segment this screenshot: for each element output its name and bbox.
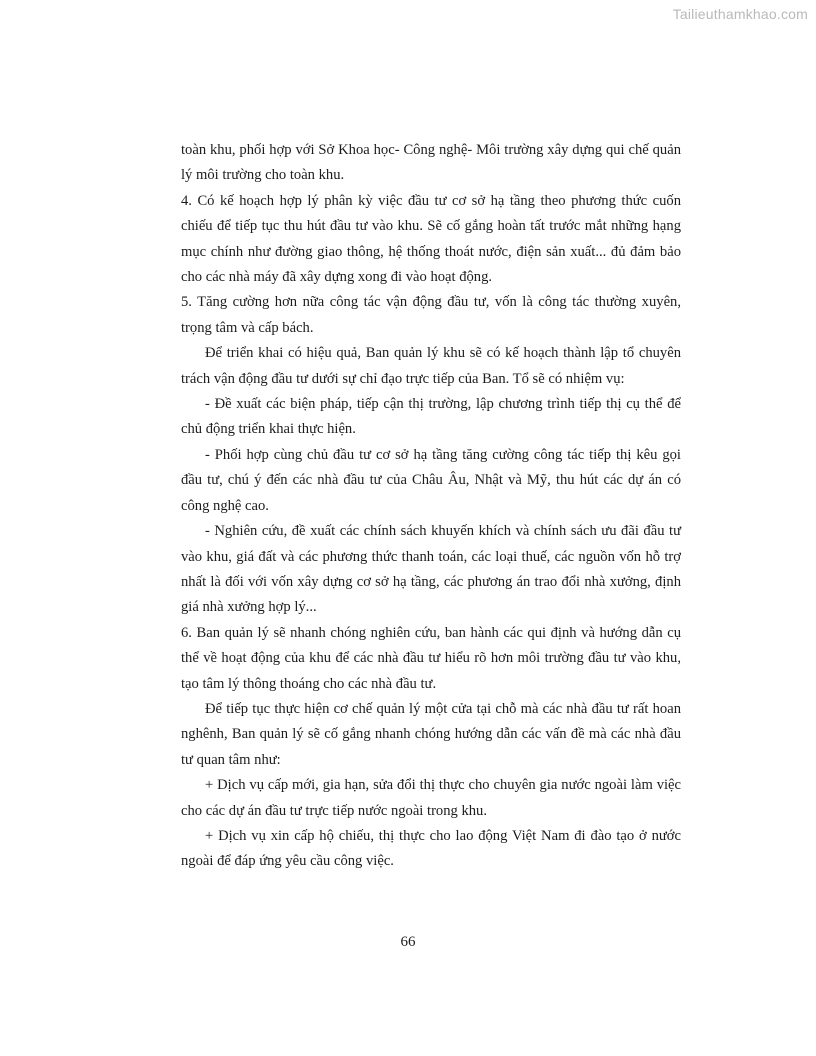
paragraph-task-1: - Đề xuất các biện pháp, tiếp cận thị trường, lập chương trình tiếp thị cụ thể để chủ động triển khai thực hiện.	[181, 396, 681, 438]
paragraph-service-1: + Dịch vụ cấp mới, gia hạn, sửa đổi thị thực cho chuyên gia nước ngoài làm việc cho các dự án đầu tư trực tiếp nước ngoài trong khu.	[181, 777, 681, 819]
paragraph-task-3: - Nghiên cứu, đề xuất các chính sách khuyến khích và chính sách ưu đãi đầu tư vào khu, giá đất và các phương thức thanh toán, các loại thuế, các nguồn vốn hỗ trợ nhất là đối với vốn xây dựng cơ sở hạ tầng, các phương án trao đổi nhà xưởng, định giá nhà xưởng hợp lý...	[181, 523, 681, 616]
paragraph-continuation: toàn khu, phối hợp với Sở Khoa học- Công nghệ- Môi trường xây dựng qui chế quản lý môi trường cho toàn khu.	[181, 142, 681, 184]
document-body	[181, 138, 681, 875]
paragraph-task-2: - Phối hợp cùng chủ đầu tư cơ sở hạ tầng tăng cường công tác tiếp thị kêu gọi đầu tư, chú ý đến các nhà đầu tư của Châu Âu, Nhật và Mỹ, thu hút các dự án có công nghệ cao.	[181, 446, 681, 514]
paragraph-item-5: 5. Tăng cường hơn nữa công tác vận động đầu tư, vốn là công tác thường xuyên, trọng tâm và cấp bách.	[181, 294, 681, 336]
paragraph-task-force: Để triển khai có hiệu quả, Ban quản lý khu sẽ có kế hoạch thành lập tổ chuyên trách vận động đầu tư dưới sự chỉ đạo trực tiếp của Ban. Tổ sẽ có nhiệm vụ:	[181, 345, 681, 387]
paragraph-item-6: 6. Ban quản lý sẽ nhanh chóng nghiên cứu, ban hành các qui định và hướng dẫn cụ thể về hoạt động của khu để các nhà đầu tư hiểu rõ hơn môi trường đầu tư vào khu, tạo tâm lý thông thoáng cho các nhà đầu tư.	[181, 624, 681, 692]
paragraph-one-stop: Để tiếp tục thực hiện cơ chế quản lý một cửa tại chỗ mà các nhà đầu tư rất hoan nghênh, Ban quản lý sẽ cố gắng nhanh chóng hướng dẫn các vấn đề mà các nhà đầu tư quan tâm như:	[181, 700, 681, 768]
paragraph-service-2: + Dịch vụ xin cấp hộ chiếu, thị thực cho lao động Việt Nam đi đào tạo ở nước ngoài để đáp ứng yêu cầu công việc.	[181, 827, 681, 870]
watermark-text: Tailieuthamkhao.com	[672, 6, 808, 22]
paragraph-item-4: 4. Có kế hoạch hợp lý phân kỳ việc đầu tư cơ sở hạ tầng theo phương thức cuốn chiếu để tiếp tục thu hút đầu tư vào khu. Sẽ cố gắng hoàn tất trước mắt những hạng mục chính như đường giao thông, hệ thống thoát nước, điện sản xuất... đủ đảm bảo cho các nhà máy đã xây dựng xong đi vào hoạt động.	[181, 192, 681, 286]
page-number: 66	[400, 934, 416, 950]
